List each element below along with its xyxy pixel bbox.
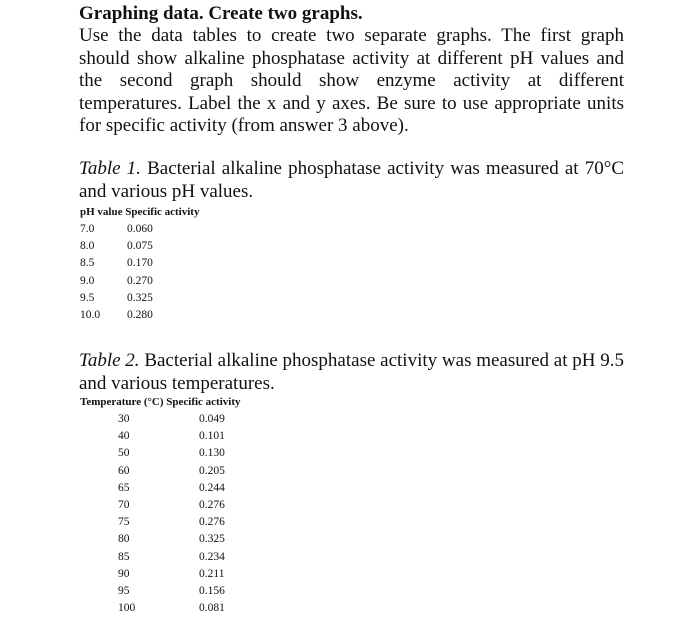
table-row [118, 428, 241, 445]
ph-value-cell: 9.5 [80, 291, 95, 304]
activity-cell: 0.205 [199, 464, 225, 477]
table2 [80, 394, 241, 617]
ph-value-cell: 10.0 [80, 308, 101, 321]
table2-rows [118, 411, 241, 617]
temperature-cell: 90 [118, 567, 130, 580]
table-row [118, 497, 241, 514]
temperature-cell: 100 [118, 602, 136, 615]
activity-cell: 0.049 [199, 413, 225, 425]
table-row [118, 445, 241, 462]
activity-cell: 0.280 [127, 308, 153, 321]
activity-cell: 0.075 [127, 240, 153, 253]
temperature-cell: 95 [118, 584, 130, 597]
activity-cell: 0.234 [199, 550, 225, 563]
table-row [118, 566, 241, 583]
activity-cell: 0.211 [199, 567, 225, 580]
temperature-cell: 70 [118, 498, 130, 511]
temperature-cell: 80 [118, 533, 130, 546]
table-row [118, 514, 241, 531]
activity-cell: 0.325 [127, 291, 153, 304]
table1-header: pH value Specific activity [80, 206, 200, 218]
table-row [118, 411, 241, 428]
table2-caption-text: Bacterial alkaline phosphatase activity was measured at pH 9.5 and various temperatures. [79, 350, 624, 394]
table1 [80, 204, 199, 324]
temperature-cell: 40 [118, 430, 130, 443]
table-row [118, 531, 241, 548]
ph-value-cell: 8.5 [80, 257, 95, 270]
table-row [118, 480, 241, 497]
activity-cell: 0.130 [199, 447, 225, 460]
activity-cell: 0.156 [199, 584, 225, 597]
activity-cell: 0.325 [199, 533, 225, 546]
activity-cell: 0.276 [199, 498, 225, 511]
ph-value-cell: 8.0 [80, 240, 95, 253]
table1-caption [79, 158, 624, 203]
temperature-cell: 30 [118, 413, 130, 425]
table-row [118, 549, 241, 566]
instructions-title: Graphing data. Create two graphs. [79, 3, 363, 24]
activity-cell: 0.276 [199, 516, 225, 529]
instructions-body: Use the data tables to create two separate graphs. The first graph should show alkaline phosphatase activity at different pH values and the second graph should show enzyme activity at different temperatures. Label the x and y axes. Be sure to use appropriate units for specific activity (from answer 3 above). [79, 25, 624, 137]
temperature-cell: 85 [118, 550, 130, 563]
table1-rows [80, 221, 199, 324]
table-row [80, 221, 199, 238]
activity-cell: 0.170 [127, 257, 153, 270]
ph-value-cell: 9.0 [80, 274, 95, 287]
activity-cell: 0.270 [127, 274, 153, 287]
table1-caption-text: Bacterial alkaline phosphatase activity was measured at 70°C and various pH values. [79, 158, 624, 202]
document-page [79, 3, 624, 615]
table-row [118, 463, 241, 480]
activity-cell: 0.101 [199, 430, 225, 443]
table2-caption [79, 350, 624, 395]
activity-cell: 0.081 [199, 602, 225, 615]
activity-cell: 0.244 [199, 481, 225, 494]
table-row [80, 238, 199, 255]
temperature-cell: 50 [118, 447, 130, 460]
temperature-cell: 65 [118, 481, 130, 494]
table-row [80, 255, 199, 272]
table2-header: Temperature (°C) Specific activity [80, 396, 241, 408]
table-row [118, 600, 241, 617]
activity-cell: 0.060 [127, 223, 153, 235]
table-row [118, 583, 241, 600]
table2-label: Table 2. [79, 350, 140, 371]
table-row [80, 273, 199, 290]
table-row [80, 290, 199, 307]
ph-value-cell: 7.0 [80, 223, 95, 235]
temperature-cell: 75 [118, 516, 130, 529]
temperature-cell: 60 [118, 464, 130, 477]
table1-label: Table 1. [79, 158, 141, 179]
table-row [80, 307, 199, 324]
